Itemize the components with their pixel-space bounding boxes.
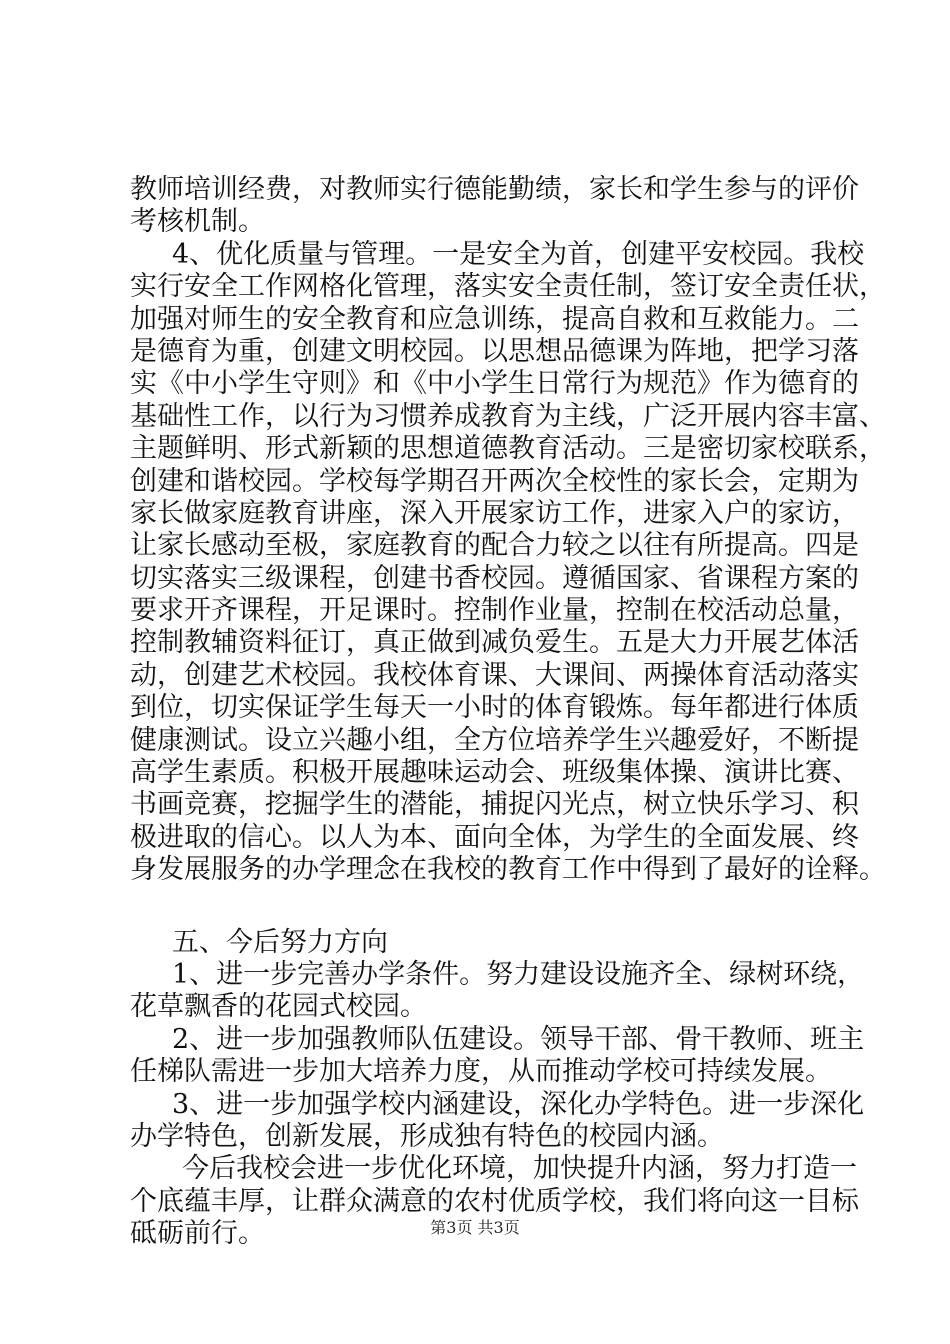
text-line: 让家长感动至极，家庭教育的配合力较之以往有所提高。四是 [130,530,859,562]
text-line: 基础性工作，以行为习惯养成教育为主线，广泛开展内容丰富、 [130,400,886,432]
text-line: 家长做家庭教育讲座，深入开展家访工作，进家入户的家访， [130,497,859,529]
paragraph-school-conditions [130,958,865,1024]
text-line: 极进取的信心。以人为本、面向全体，为学生的全面发展、终 [130,821,859,853]
paragraph-teacher-team [130,1023,865,1089]
paragraph-training-funds [130,174,859,239]
text-line: 3、进一步加强学校内涵建设，深化办学特色。进一步深化 [172,1088,865,1120]
text-line: 控制教辅资料征订，真正做到减负爱生。五是大力开展艺体活 [130,627,859,659]
paragraph-quality-management [130,238,886,887]
text-line: 书画竞赛，挖掘学生的潜能，捕捉闪光点，树立快乐学习、积 [130,789,859,821]
text-line: 花草飘香的花园式校园。 [130,991,427,1023]
text-line: 切实落实三级课程，创建书香校园。遵循国家、省课程方案的 [130,562,859,594]
text-line: 教师培训经费，对教师实行德能勤绩，家长和学生参与的评价 [130,174,859,205]
text-line: 4、优化质量与管理。一是安全为首，创建平安校园。我校 [172,238,865,270]
body-text [130,174,886,1251]
text-line: 2、进一步加强教师队伍建设。领导干部、骨干教师、班主 [172,1023,865,1055]
page-number: 第3页 共3页 [430,1218,520,1237]
text-line: 今后我校会进一步优化环境，加快提升内涵，努力打造一 [182,1153,857,1185]
paragraph-spacer [130,887,830,927]
text-line: 加强对师生的安全教育和应急训练，提高自救和互救能力。二 [130,303,859,335]
text-line: 高学生素质。积极开展趣味运动会、班级集体操、演讲比赛、 [130,757,859,789]
text-line: 办学特色，创新发展，形成独有特色的校园内涵。 [130,1120,724,1152]
text-line: 是德育为重，创建文明校园。以思想品德课为阵地，把学习落 [130,335,859,367]
text-line: 实《中小学生守则》和《中小学生日常行为规范》作为德育的 [130,368,859,400]
text-line: 健康测试。设立兴趣小组，全方位培养学生兴趣爱好，不断提 [130,724,859,756]
text-line: 任梯队需进一步加大培养力度，从而推动学校可持续发展。 [130,1056,832,1088]
section-heading: 五、今后努力方向 [172,926,388,958]
text-line: 实行安全工作网格化管理，落实安全责任制，签订安全责任状， [130,271,886,303]
paragraph-school-connotation [130,1088,865,1154]
text-line: 到位，切实保证学生每天一小时的体育锻炼。每年都进行体质 [130,692,859,724]
text-line: 主题鲜明、形式新颖的思想道德教育活动。三是密切家校联系， [130,433,886,465]
text-line: 个底蕴丰厚，让群众满意的农村优质学校，我们将向这一目标 [130,1185,859,1217]
text-line: 动，创建艺术校园。我校体育课、大课间、两操体育活动落实 [130,659,859,691]
text-line: 要求开齐课程，开足课时。控制作业量，控制在校活动总量， [130,595,859,627]
text-line: 创建和谐校园。学校每学期召开两次全校性的家长会，定期为 [130,465,859,497]
text-line: 砥砺前行。 [130,1218,265,1250]
text-line: 考核机制。 [130,206,265,238]
text-line: 1、进一步完善办学条件。努力建设设施齐全、绿树环绕， [172,958,865,990]
text-line: 身发展服务的办学理念在我校的教育工作中得到了最好的诠释。 [130,854,886,886]
